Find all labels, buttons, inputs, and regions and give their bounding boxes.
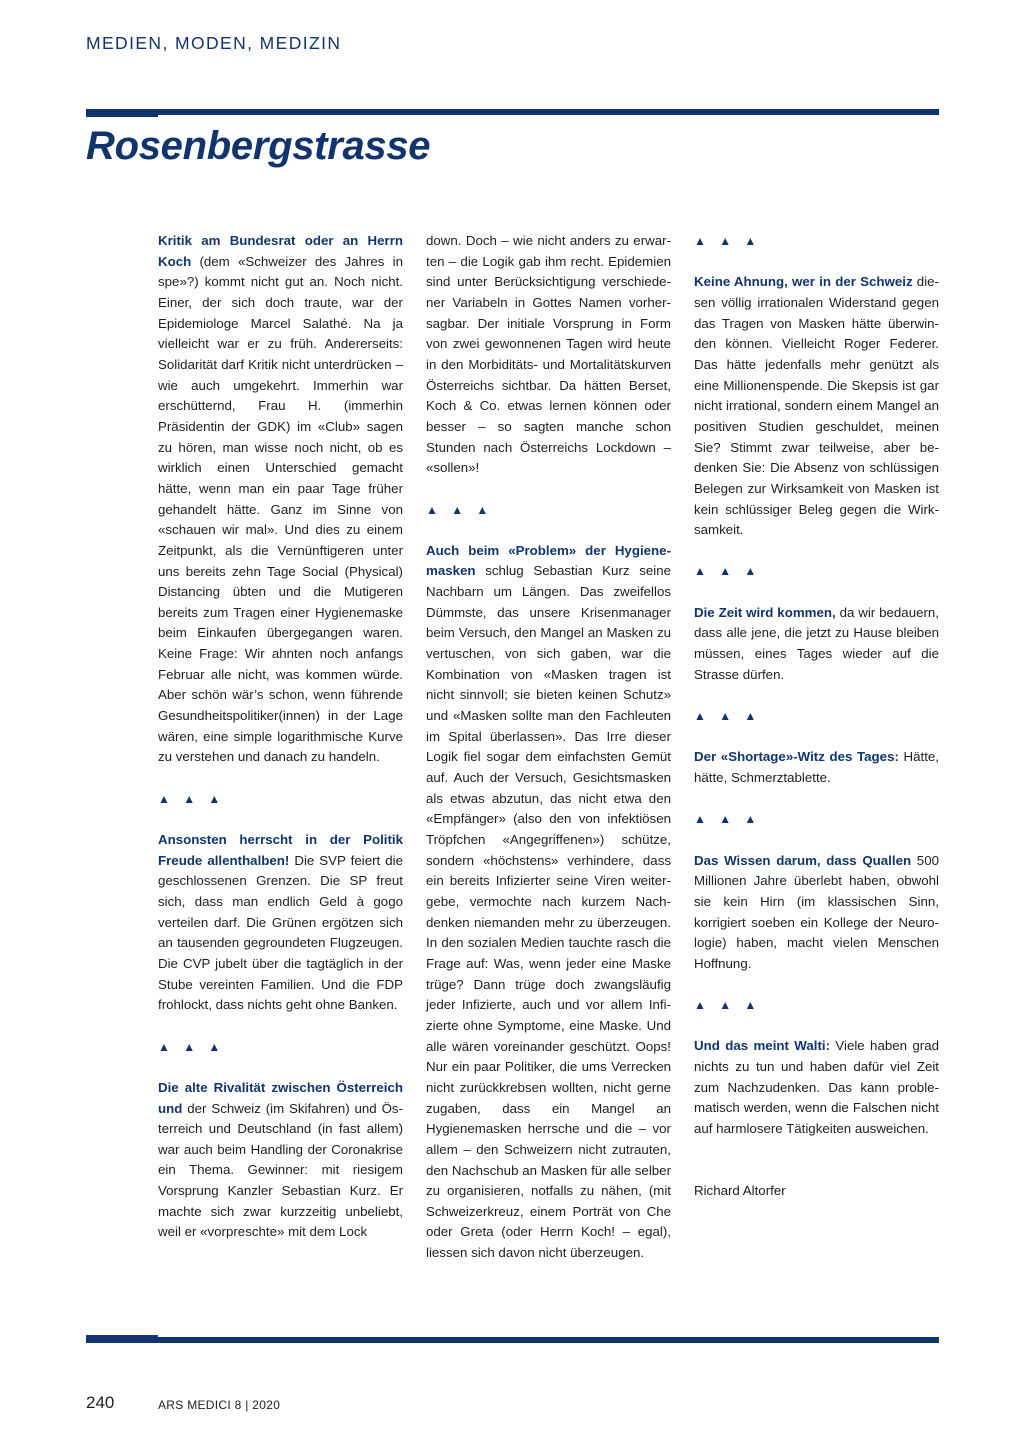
journal-issue: ARS MEDICI 8 | 2020 xyxy=(158,1398,281,1412)
paragraph-lead: Kritik am Bundesrat oder an Herrn Koch xyxy=(158,233,403,269)
paragraph-lead: Und das meint Walti: xyxy=(694,1038,830,1054)
paragraph-body: Hätte, hätte, Schmerztablette. xyxy=(694,749,939,785)
paragraph xyxy=(158,231,403,768)
page-title: Rosenbergstrasse xyxy=(86,124,431,168)
column-3 xyxy=(694,231,939,1202)
paragraph-lead: Das Wissen darum, dass Quallen xyxy=(694,852,912,868)
top-rule xyxy=(86,109,939,115)
paragraph xyxy=(426,541,671,1264)
paragraph xyxy=(158,1078,403,1243)
paragraph-lead: Der «Shortage»-Witz des Tages: xyxy=(694,749,899,765)
paragraph-body: (dem «Schweizer des Jahres in spe»?) kommt nicht gut an. Noch nicht. Einer, der sich doch traute, war der Epidemiologe Marcel Salathé. Na ja vielleicht war er zu früh. Andererseits: Solidarität darf Kritik nicht unterdrücken – wie auch umgekehrt. Immerhin war erschütternd, Frau H. (immerhin Präsidentin der GDK) im «Club» sagen zu hören, man wisse noch nicht, ob es wirklich einen Unterschied gemacht hätte, wenn man ein paar Tage früher gehandelt hätte. Ganz im Sinne von «schauen wir mal». Und dies zu einem Zeitpunkt, als die Vernünftigeren unter uns bereits zehn Tage Social (Physical) Distancing übten und die Mutigeren bereits zum Tragen einer Hygienemaske beim Einkaufen übergegangen waren. Keine Frage: Wir ahnten noch anfangs Februar alle nicht, was kommen würde. Aber schön wär’s schon, wenn führende Gesundheitspolitiker(innen) in der Lage wären, eine simple logarithmische Kurve zu verstehen und danach zu handeln. xyxy=(158,253,403,765)
separator-triangles: ▲ ▲ ▲ xyxy=(694,564,762,579)
paragraph-lead: Auch beim «Problem» der Hygienemasken xyxy=(426,542,671,579)
paragraph xyxy=(694,272,939,541)
paragraph xyxy=(694,747,939,788)
paragraph-lead: Die Zeit wird kommen, xyxy=(694,604,836,620)
paragraph-body: Die SVP feiert die geschlossenen Grenzen. Die SP freut sich, dass man endlich Geld à gogo verteilen darf. Die Grünen ergötzen sich an tausenden gegroundeten Flugzeugen. Die CVP jubelt über die tagtäglich in der Stube vereinten Familien. Und die FDP frohlockt, dass nichts geht ohne Banken. xyxy=(158,852,403,1013)
paragraph-body: down. Doch – wie nicht anders zu erwarten – die Logik gab ihm recht. Epidemien sind unter Berücksichtigung verschiedener Variabeln in Gottes Namen vorhersagbar. Der initiale Vorsprung in Form von zwei gewonnenen Tagen wird heute in den Morbiditäts- und Mortalitätskurven Österreichs sichtbar. Da hätten Berset, Koch & Co. etwas lernen können oder besser – so sagten manche schon Stunden nach Österreichs Lockdown – «sollen»! xyxy=(426,233,671,476)
separator-triangles: ▲ ▲ ▲ xyxy=(694,709,762,724)
paragraph-body: schlug Sebastian Kurz seine Nachbarn um Längen. Das zweifellos Dümmste, das unsere Krisenmanager beim Versuch, den Mangel an Masken zu vertuschen, von sich gaben, war die Kombination von «Masken tragen ist nicht sinnvoll; sie bieten keinen Schutz» und «Masken sollte man den Fachleuten im Spital überlassen». Das Irre dieser Logik fiel sogar dem einfachsten Gemüt auf. Auch der Versuch, Gesichtsmasken als etwas abzutun, das nicht etwa den «Empfänger» (also den von infektiösen Tröpfchen «Angegriffenen») schütze, sondern «höchstens» verhindere, dass ein bereits Infizierter seine Viren weitergebe, vermochte nach kurzem Nachdenken niemanden mehr zu überzeugen. In den sozialen Medien tauchte rasch die Frage auf: Was, wenn jeder eine Maske trüge? Dann trüge doch zwangsläufig jeder Infizierte, auch und vor allem Infizierte ohne Symptome, eine Maske. Und alle wären voreinander geschützt. Oops! Nur ein paar Politiker, die ums Verrecken nicht zurückkrebsen wollten, nicht gerne zugaben, dass ein Mangel an Hygienemasken herrsche und die – vor allem – den Schweizern nicht zutrauten, den Nachschub an Masken für alle selber zu organisieren, notfalls zu nähen, (mit Schweizerkreuz, einem Porträt von Che oder Greta (oder Herrn Koch! – egal), liessen sich davon nicht überzeugen. xyxy=(426,563,671,1261)
paragraph xyxy=(694,603,939,686)
paragraph-lead: Ansonsten herrscht in der Politik Freude allenthalben! xyxy=(158,832,403,868)
paragraph-body: Viele haben grad nichts zu tun und haben dafür viel Zeit zum Nachzudenken. Das kann problematisch werden, wenn die Falschen nicht auf harmlosere Tätigkeiten ausweichen. xyxy=(694,1038,939,1137)
paragraph xyxy=(158,830,403,1016)
separator-triangles: ▲ ▲ ▲ xyxy=(426,502,494,517)
author-name: Richard Altorfer xyxy=(694,1183,786,1199)
paragraph-body: der Schweiz (im Skifahren) und Österreich und Deutschland (in fast allem) war auch beim Handling der Coronakrise ein Thema. Gewinner: mit riesigem Vorsprung Kanzler Sebastian Kurz. Er machte sich zwar kurzzeitig unbeliebt, weil er «vorpreschte» mit dem Lock xyxy=(158,1100,403,1240)
paragraph-body: 500 Millionen Jahre überlebt haben, obwohl sie kein Hirn (im klassischen Sinn, korrigiert soeben ein Kollege der Neurologie) haben, macht vielen Menschen Hoffnung. xyxy=(694,852,939,971)
paragraph xyxy=(426,231,671,479)
column-2 xyxy=(426,231,671,1264)
bottom-rule xyxy=(86,1337,939,1343)
separator-triangles: ▲ ▲ ▲ xyxy=(694,812,762,827)
paragraph xyxy=(694,1036,939,1139)
separator-triangles: ▲ ▲ ▲ xyxy=(158,1039,226,1054)
separator-triangles: ▲ ▲ ▲ xyxy=(158,791,226,806)
page-number: 240 xyxy=(86,1393,115,1412)
paragraph-body: diesen völlig irrationalen Widerstand gegen das Tragen von Masken hätte überwinden können. Vielleicht Roger Federer. Das hätte jedenfalls mehr genützt als eine Millionenspende. Die Skepsis ist gar nicht irrational, sondern einem Mangel an positiven Studien geschuldet, meinen Sie? Stimmt zwar teilweise, aber bedenken Sie: Die Absenz von schlüssigen Belegen zur Wirksamkeit von Masken ist kein schlüssiger Beleg gegen die Wirksamkeit. xyxy=(694,274,939,538)
paragraph-lead: Die alte Rivalität zwischen Österreich und xyxy=(158,1079,403,1116)
separator-triangles: ▲ ▲ ▲ xyxy=(694,234,762,248)
column-1 xyxy=(158,231,403,1243)
separator-triangles: ▲ ▲ ▲ xyxy=(694,998,762,1013)
paragraph-lead: Keine Ahnung, wer in der Schweiz xyxy=(694,274,913,290)
section-label: MEDIEN, MODEN, MEDIZIN xyxy=(86,33,342,53)
paragraph xyxy=(694,851,939,975)
paragraph-body: da wir bedauern, dass alle jene, die jetzt zu Hause bleiben müssen, eines Tages wieder auf die Strasse dürfen. xyxy=(694,604,939,682)
